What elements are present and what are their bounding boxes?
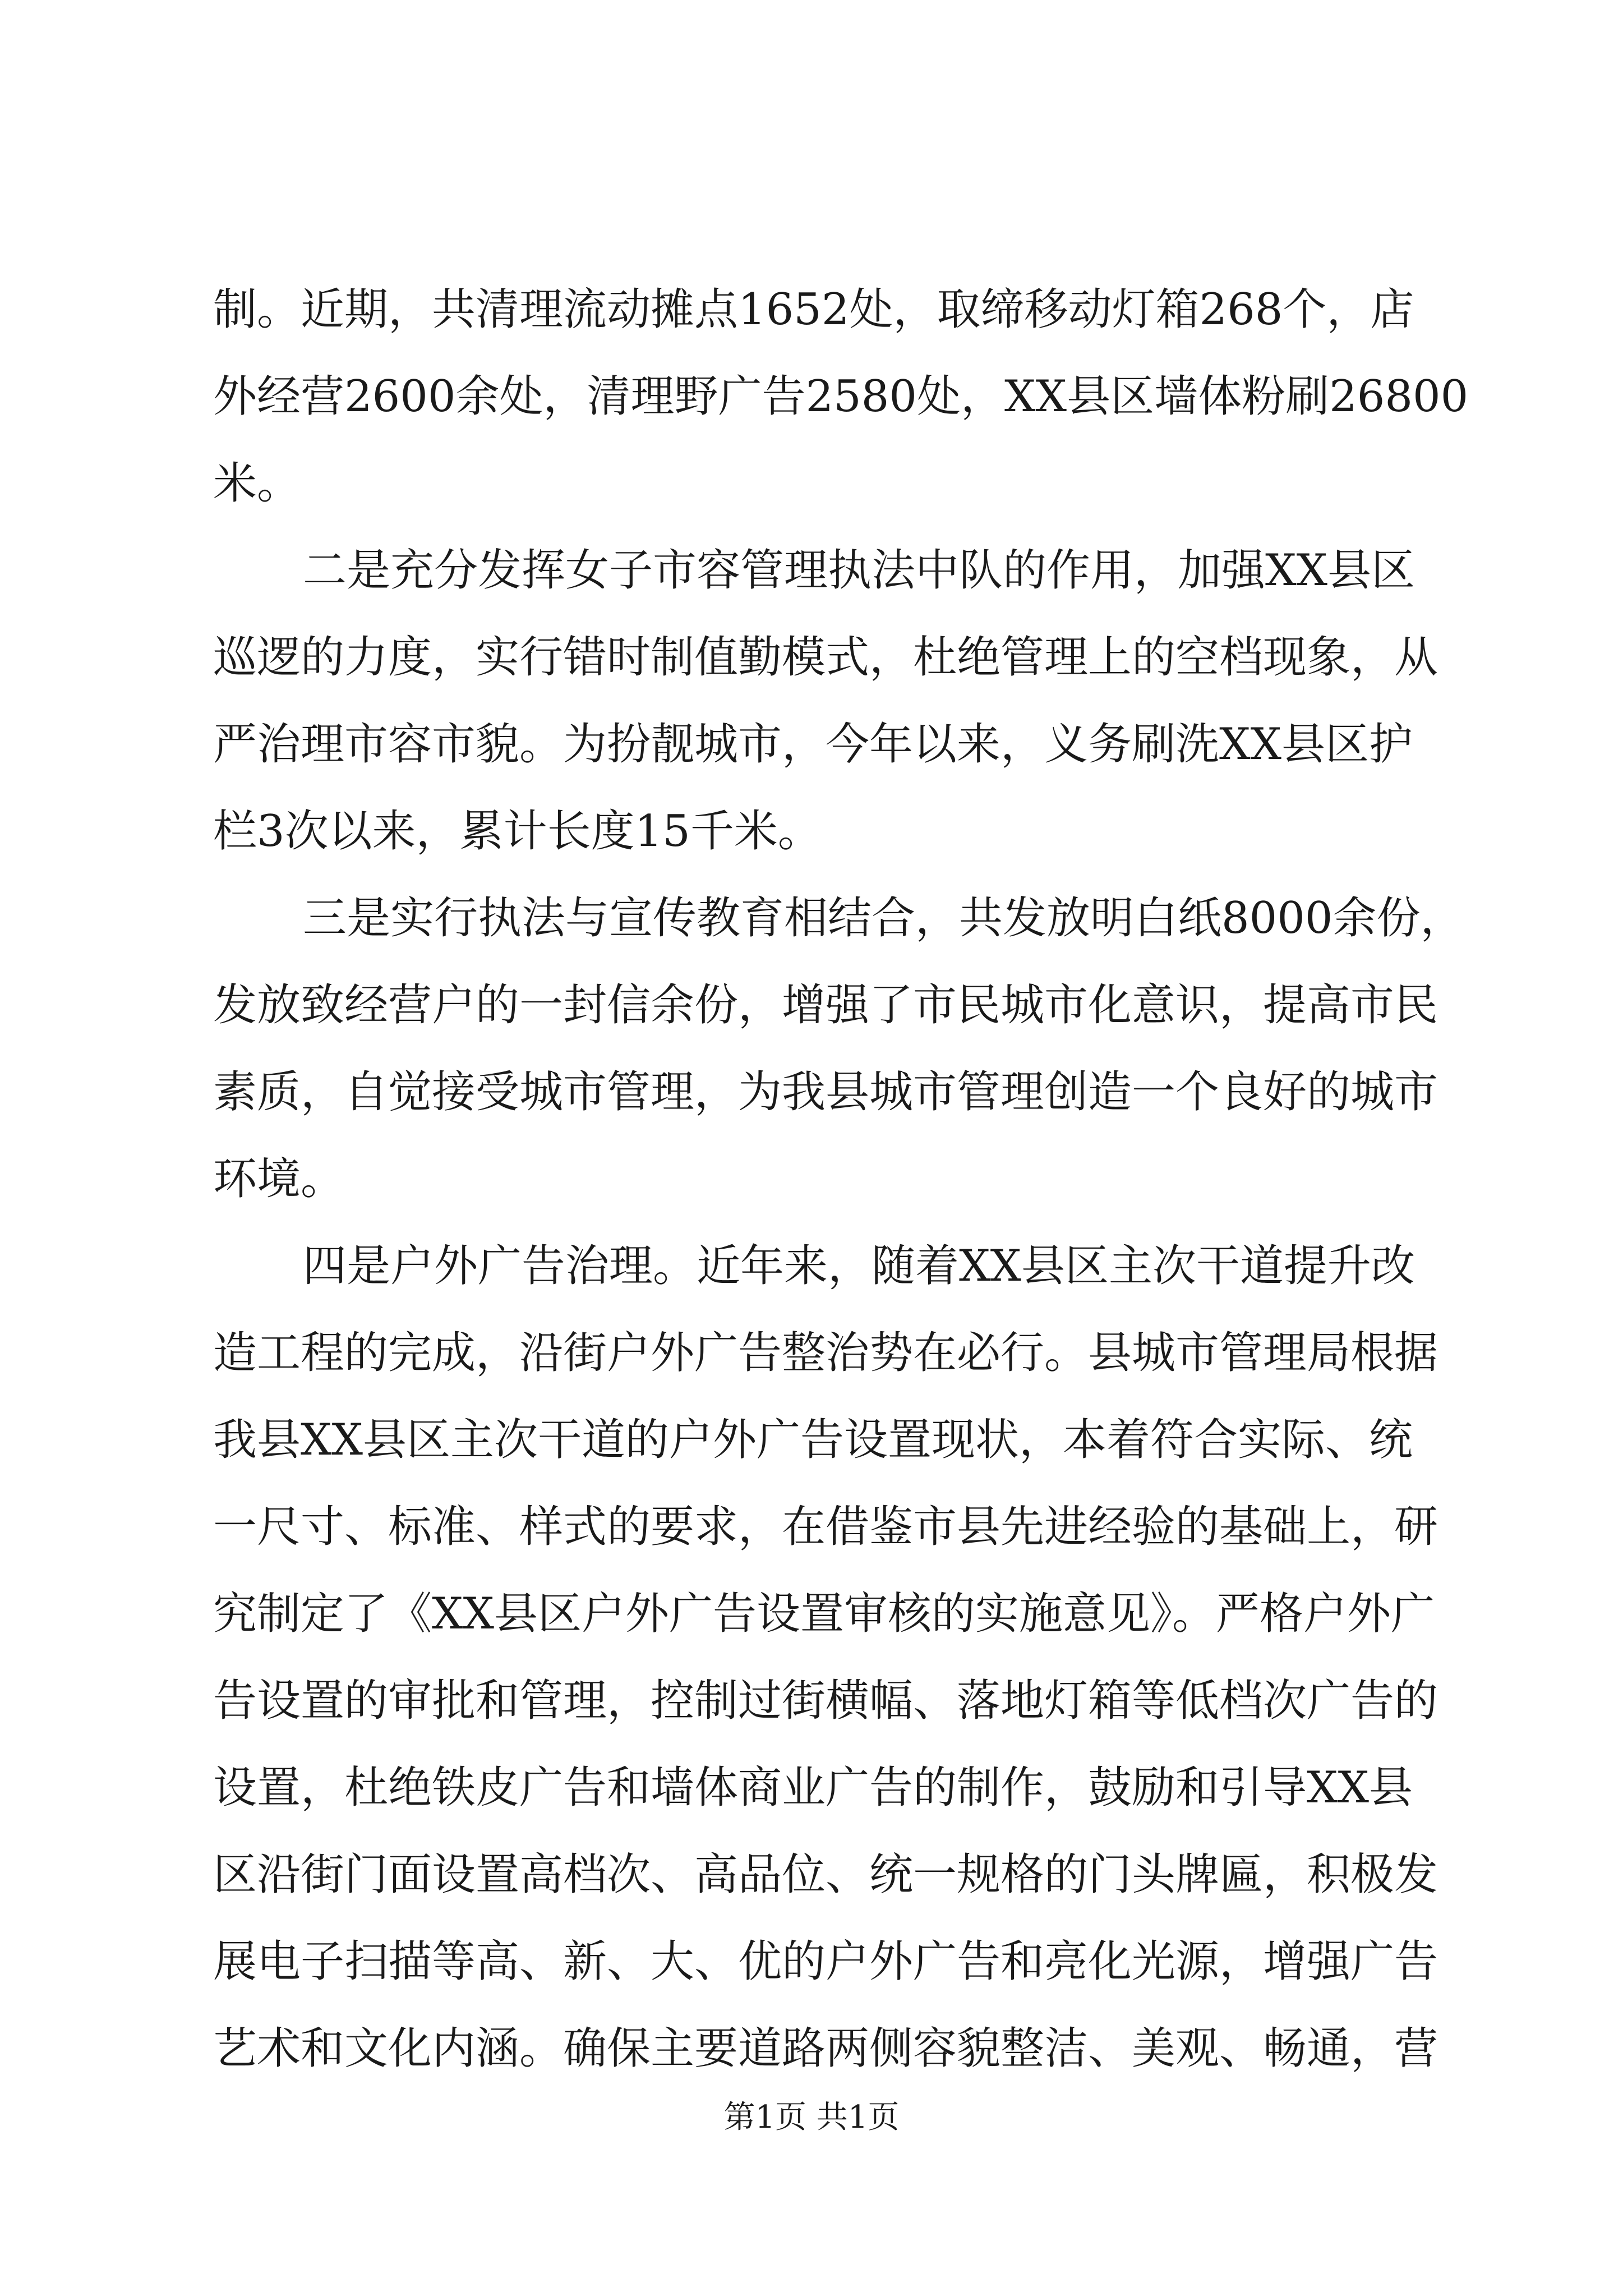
text-line: 区沿街门面设置高档次、高品位、统一规格的门头牌匾，积极发 bbox=[213, 1849, 1438, 1900]
text-line: 艺术和文化内涵。确保主要道路两侧容貌整洁、美观、畅通，营 bbox=[213, 2023, 1438, 2074]
text-line: 展电子扫描等高、新、大、优的户外广告和亮化光源，增强广告 bbox=[213, 1936, 1438, 1987]
text-line: 我县XX县区主次干道的户外广告设置现状，本着符合实际、统 bbox=[213, 1415, 1413, 1465]
text-line: 究制定了《XX县区户外广告设置审核的实施意见》。严格户外广 bbox=[213, 1589, 1435, 1639]
page-footer: 第1页 共1页 bbox=[723, 2099, 900, 2136]
text-line: 告设置的审批和管理，控制过街横幅、落地灯箱等低档次广告的 bbox=[213, 1676, 1438, 1726]
text-line: 造工程的完成，沿街户外广告整治势在必行。县城市管理局根据 bbox=[213, 1328, 1438, 1378]
text-line: 发放致经营户的一封信余份，增强了市民城市化意识，提高市民 bbox=[213, 980, 1438, 1030]
text-line: 环境。 bbox=[213, 1154, 345, 1204]
text-line: 制。近期，共清理流动摊点1652处，取缔移动灯箱268个，店 bbox=[213, 284, 1414, 335]
text-line: 巡逻的力度，实行错时制值勤模式，杜绝管理上的空档现象，从 bbox=[213, 632, 1438, 683]
text-line: 严治理市容市貌。为扮靓城市，今年以来，义务刷洗XX县区护 bbox=[213, 719, 1413, 770]
text-line: 二是充分发挥女子市容管理执法中队的作用，加强XX县区 bbox=[303, 545, 1415, 596]
text-line: 三是实行执法与宣传教育相结合，共发放明白纸8000余份， bbox=[303, 893, 1464, 944]
text-line: 米。 bbox=[213, 458, 301, 509]
text-line: 一尺寸、标准、样式的要求，在借鉴市县先进经验的基础上，研 bbox=[213, 1502, 1438, 1552]
text-line: 设置，杜绝铁皮广告和墙体商业广告的制作，鼓励和引导XX县 bbox=[213, 1763, 1413, 1813]
text-line: 栏3次以来，累计长度15千米。 bbox=[213, 806, 822, 857]
text-line: 外经营2600余处，清理野广告2580处，XX县区墙体粉刷26800 bbox=[213, 371, 1469, 422]
text-line: 素质，自觉接受城市管理，为我县城市管理创造一个良好的城市 bbox=[213, 1067, 1438, 1117]
text-line: 四是户外广告治理。近年来，随着XX县区主次干道提升改 bbox=[303, 1241, 1415, 1291]
